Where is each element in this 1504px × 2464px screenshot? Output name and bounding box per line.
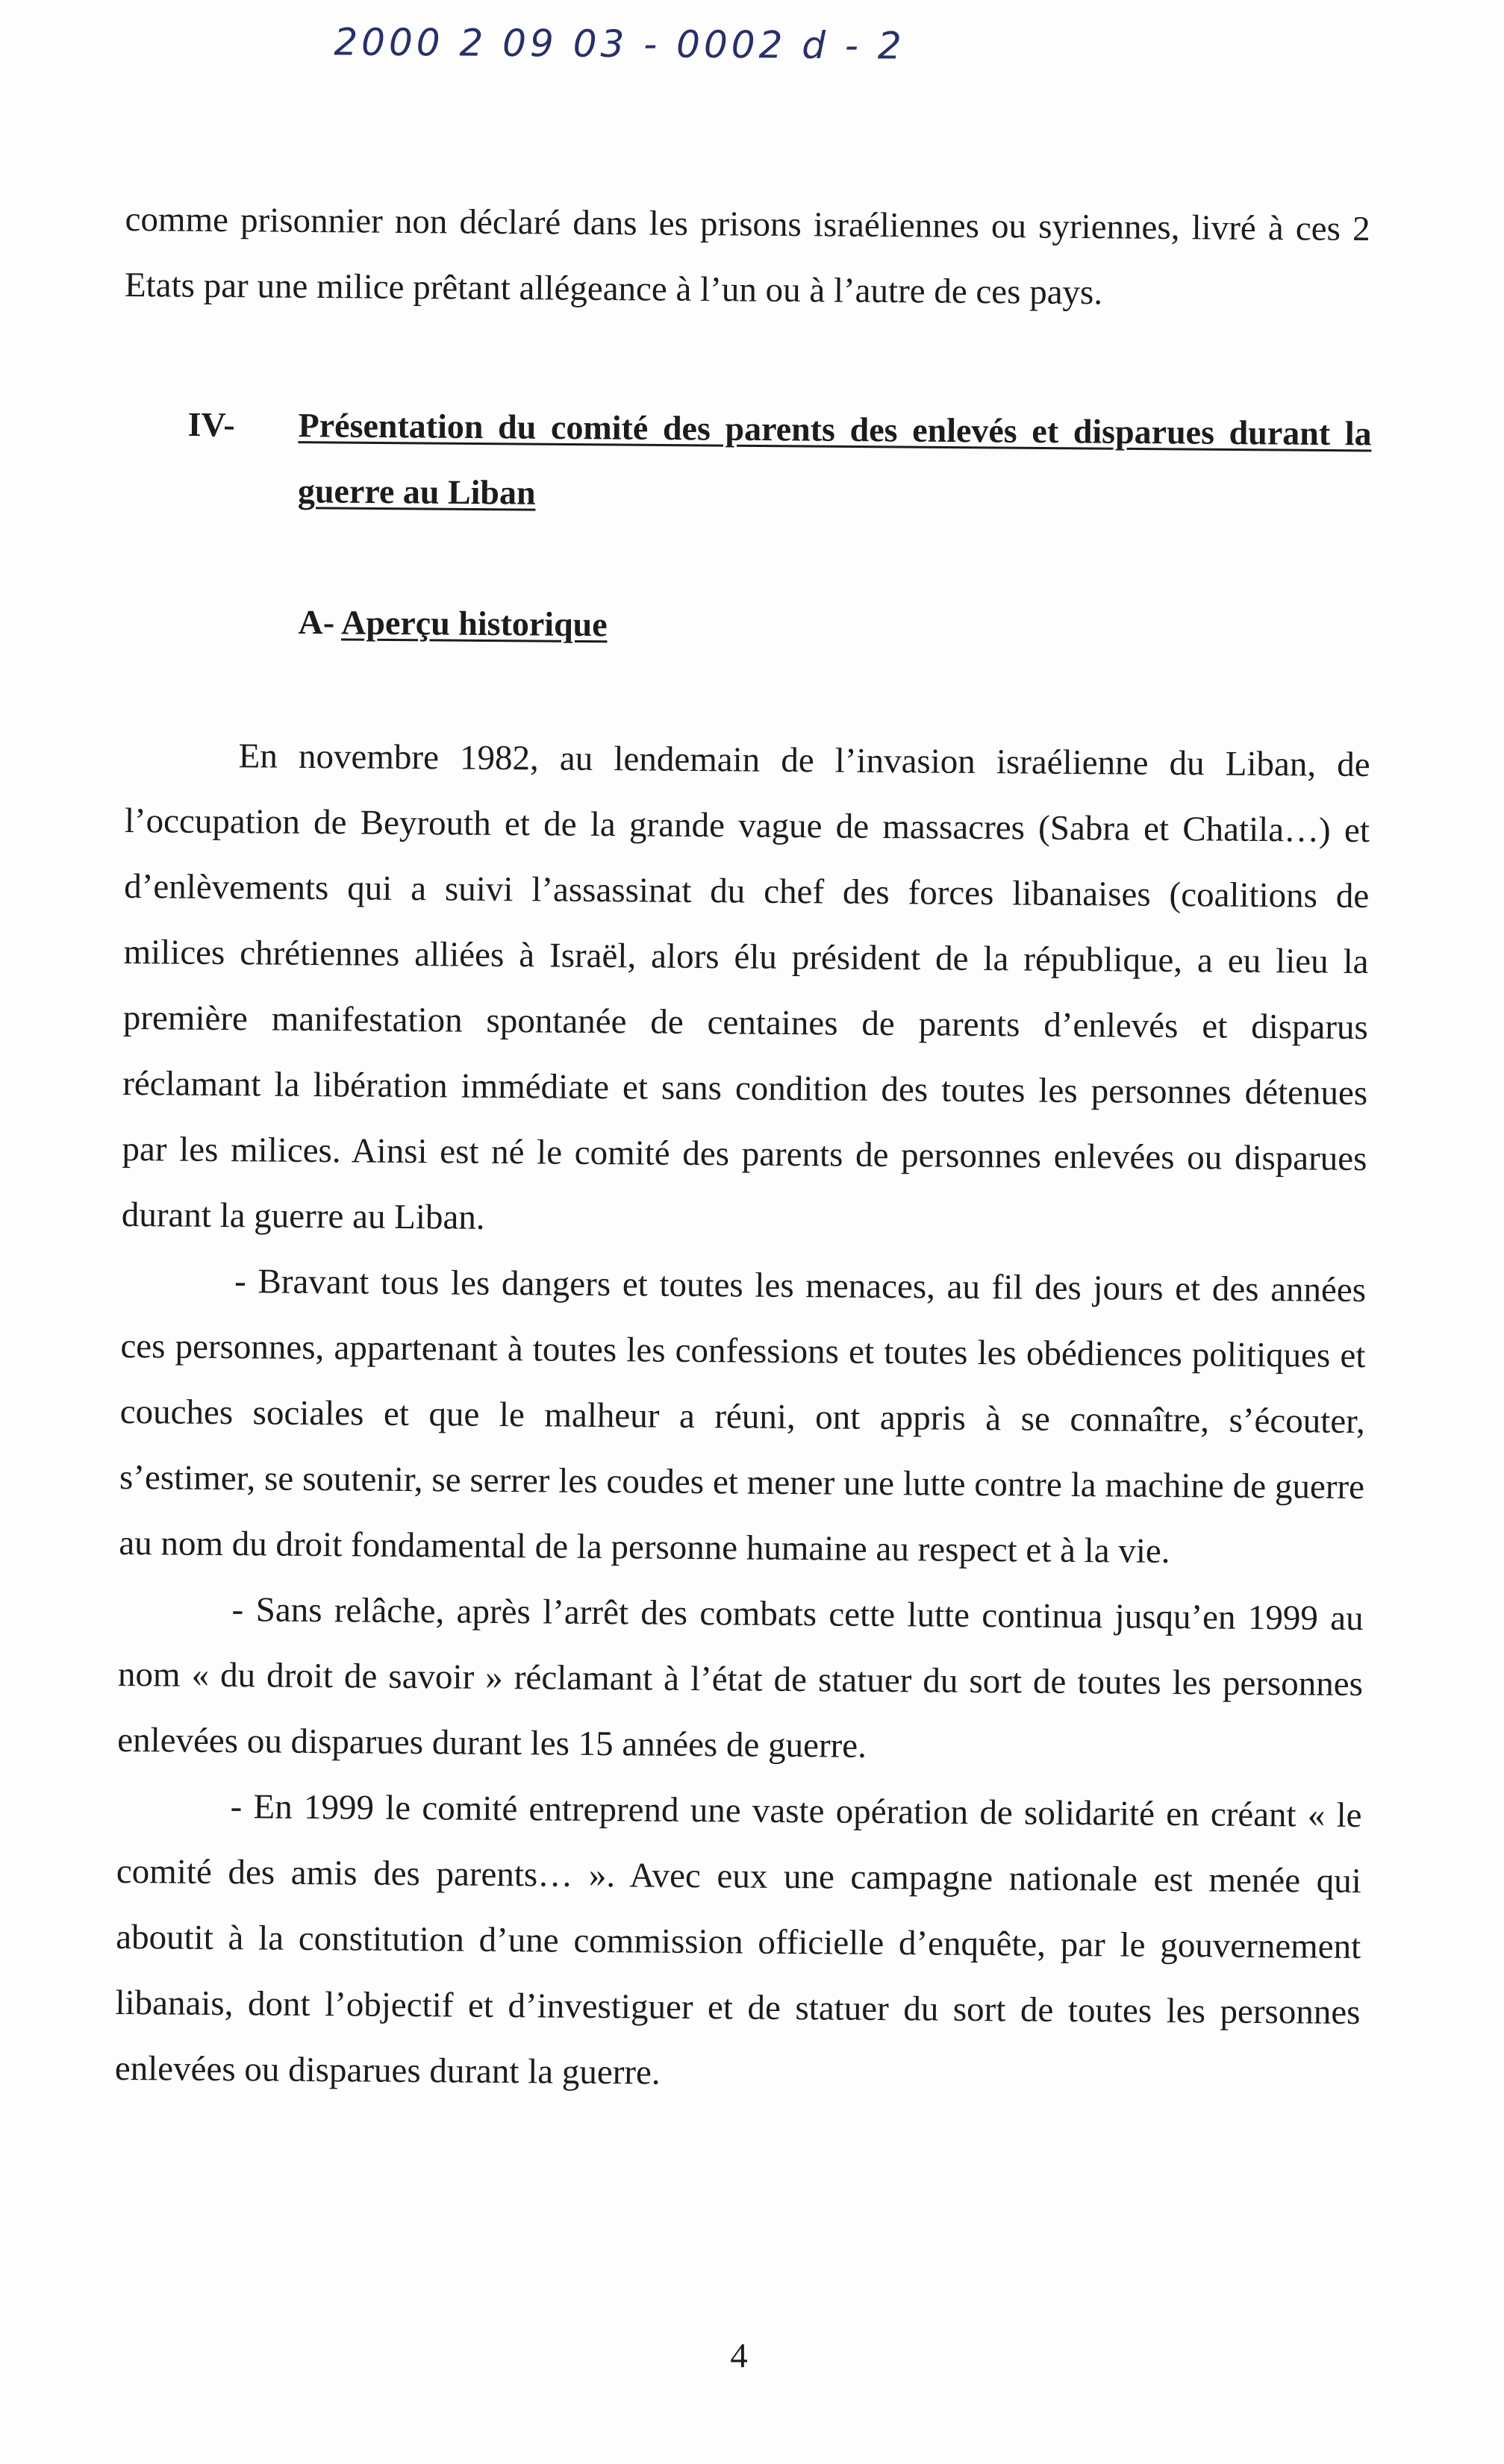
paragraph-relentless-struggle: - Sans relâche, après l’arrêt des combats cette lutte continua jusqu’en 1999 au nom « du droit de savoir » réclamant à l’état de statuer du sort de toutes les personnes enlevées ou disparues durant les 15 années de guerre. [117,1590,1364,1766]
subsection-number: A- [298,602,335,642]
handwritten-reference-number: 2000 2 09 03 - 0002 d - 2 [334,20,905,68]
page-number: 4 [730,2336,748,2375]
section-heading [187,392,1372,532]
subsection-heading [298,590,608,657]
paragraph-defying-dangers: - Bravant tous les dangers et toutes les menaces, au fil des jours et des années ces personnes, appartenant à toutes les confessions et toutes les obédiences politiques et couches sociales et que le malheur a réuni, ont appris à se connaître, s’écouter, s’estimer, se soutenir, se serrer les coudes et mener une lutte contre la machine de guerre au nom du droit fondamental de la personne humaine au respect et à la vie. [119,1262,1367,1572]
paragraph-solidarity-operation: - En 1999 le comité entreprend une vaste opération de solidarité en créant « le comité des amis des parents… ». Avec eux une campagne nationale est menée qui aboutit à la constitution d’une commission officielle d’enquête, par le gouvernement libanais, dont l’objectif et d’investiguer et de statuer du sort de toutes les personnes enlevées ou disparues durant la guerre. [114,1787,1362,2092]
body-text [114,722,1370,2111]
subsection-title: Aperçu historique [340,603,608,644]
section-title: Présentation du comité des parents des enlevés et disparues durant la guerre au Liban [297,406,1372,512]
continuation-paragraph: comme prisonnier non déclaré dans les prisons israéliennes ou syriennes, livré à ces 2 Etats par une milice prêtant allégeance à l’un ou à l’autre de ces pays. [124,199,1370,313]
section-number: IV- [187,404,235,444]
paragraph-historical-overview: En novembre 1982, au lendemain de l’invasion israélienne du Liban, de l’occupation de Beyrouth et de la grande vague de massacres (Sabra et Chatila…) et d’enlèvements qui a suivi l’assassinat du chef des forces libanaises (coalitions de milices chrétiennes alliées à Israël, alors élu président de la république, a eu lieu la première manifestation spontanée de centaines de parents d’enlevés et disparus réclamant la libération immédiate et sans condition des toutes les personnes détenues par les milices. Ainsi est né le comité des parents de personnes enlevées ou disparues durant la guerre au Liban. [121,737,1370,1237]
